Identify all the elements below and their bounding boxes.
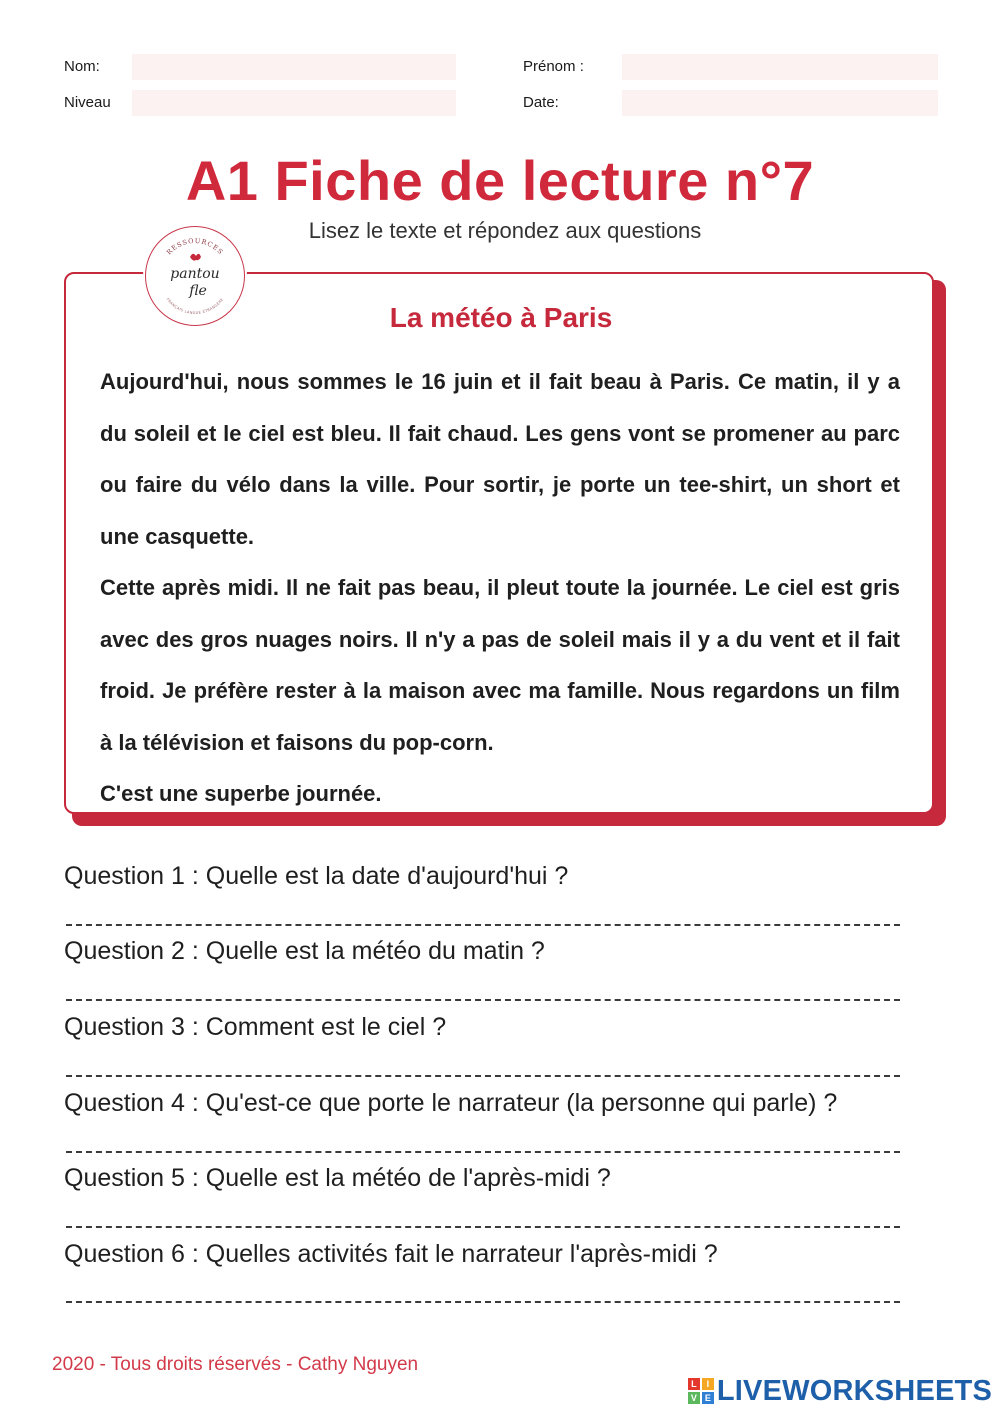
date-field[interactable] bbox=[622, 90, 938, 116]
story-paragraph-3: C'est une superbe journée. bbox=[100, 781, 382, 806]
liveworksheets-brand[interactable] bbox=[688, 1376, 992, 1406]
svg-text:RESSOURCES: RESSOURCES bbox=[165, 236, 225, 257]
story-paragraph-2: Cette après midi. Il ne fait pas beau, il pleut toute la journée. Le ciel est gris avec des gros nuages noirs. Il n'y a pas de soleil mais il y a du vent et il fait froid. Je préfère rester à la maison avec ma famille. Nous regardons un film à la télévision et faisons du pop-corn. bbox=[100, 575, 900, 755]
svg-text:FRANÇAIS LANGUE ÉTRANGÈRE: FRANÇAIS LANGUE ÉTRANGÈRE bbox=[165, 297, 225, 316]
answer-line-4[interactable] bbox=[66, 1151, 900, 1153]
story-title: La météo à Paris bbox=[389, 302, 613, 333]
question-2: Question 2 : Quelle est la météo du matin ? bbox=[64, 937, 545, 965]
copyright-footer: 2020 - Tous droits réservés - Cathy Nguyen bbox=[52, 1354, 419, 1375]
niveau-label: Niveau bbox=[64, 94, 111, 111]
pantou-fle-logo bbox=[145, 226, 245, 326]
date-label: Date: bbox=[523, 94, 559, 111]
brand-letter-v: V bbox=[688, 1392, 700, 1404]
answer-line-5[interactable] bbox=[66, 1226, 900, 1228]
brand-letter-l: L bbox=[688, 1378, 700, 1390]
question-6: Question 6 : Quelles activités fait le narrateur l'après-midi ? bbox=[64, 1240, 718, 1268]
niveau-field[interactable] bbox=[132, 90, 456, 116]
svg-text:fle: fle bbox=[189, 283, 207, 299]
question-1: Question 1 : Quelle est la date d'aujourd'hui ? bbox=[64, 862, 569, 890]
reading-box bbox=[64, 272, 934, 814]
page-subtitle: Lisez le texte et répondez aux questions bbox=[308, 218, 702, 243]
brand-logo-icon bbox=[688, 1378, 714, 1404]
story-text bbox=[100, 356, 900, 820]
story-paragraph-1: Aujourd'hui, nous sommes le 16 juin et il fait beau à Paris. Ce matin, il y a du soleil et le ciel est bleu. Il fait chaud. Les gens vont se promener au parc ou faire du vélo dans la ville. Pour sortir, je porte un tee-shirt, un short et une casquette. bbox=[100, 369, 900, 549]
brand-letter-e: E bbox=[702, 1392, 714, 1404]
nom-label: Nom: bbox=[64, 58, 100, 75]
answer-line-1[interactable] bbox=[66, 924, 900, 926]
svg-text:pantou: pantou bbox=[170, 266, 220, 282]
brand-name: LIVEWORKSHEETS bbox=[716, 1374, 992, 1407]
answer-line-6[interactable] bbox=[66, 1301, 900, 1303]
answer-line-3[interactable] bbox=[66, 1075, 900, 1077]
prenom-label: Prénom : bbox=[523, 58, 584, 75]
nom-field[interactable] bbox=[132, 54, 456, 80]
logo-emblem bbox=[146, 227, 244, 325]
page-title: A1 Fiche de lecture n°7 bbox=[185, 149, 815, 212]
question-4: Question 4 : Qu'est-ce que porte le narrateur (la personne qui parle) ? bbox=[64, 1089, 838, 1117]
question-5: Question 5 : Quelle est la météo de l'après-midi ? bbox=[64, 1164, 611, 1192]
question-3: Question 3 : Comment est le ciel ? bbox=[64, 1013, 447, 1041]
answer-line-2[interactable] bbox=[66, 999, 900, 1001]
prenom-field[interactable] bbox=[622, 54, 938, 80]
brand-letter-i: I bbox=[702, 1378, 714, 1390]
